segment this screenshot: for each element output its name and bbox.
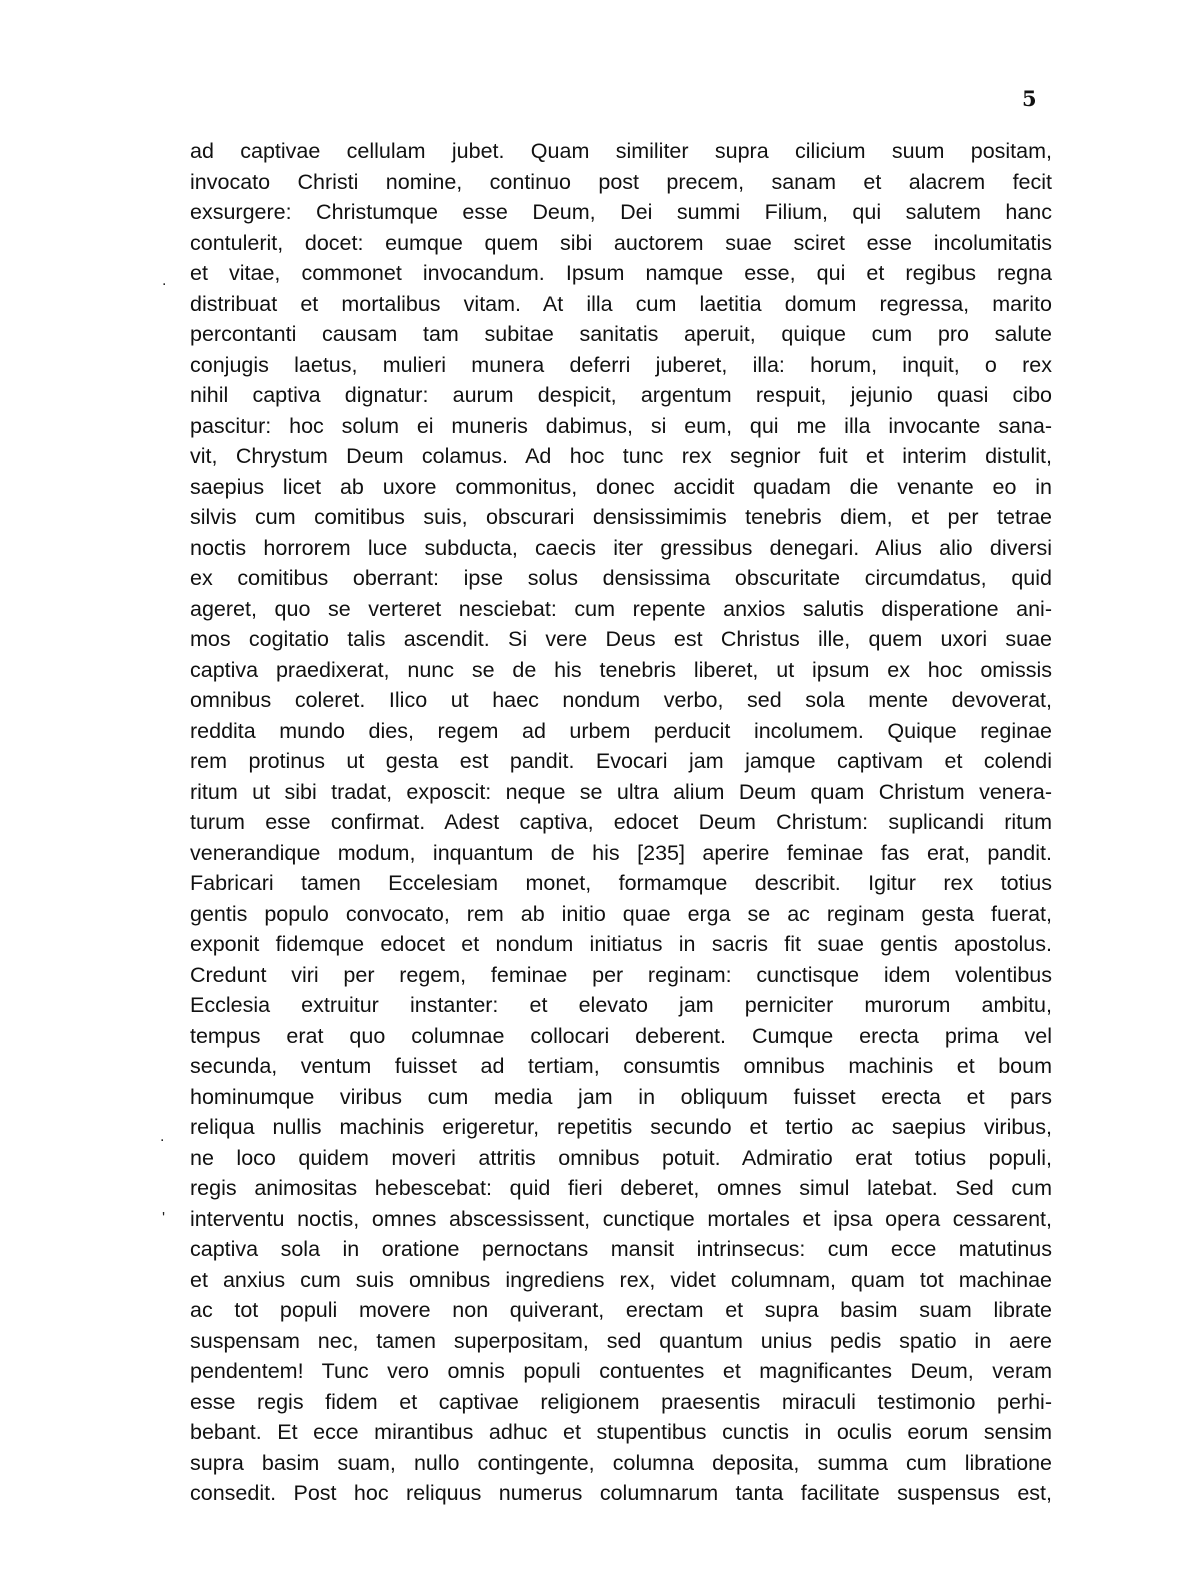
text-line: pascitur: hoc solum ei muneris dabimus, si eum, qui me illa invocante sana- — [190, 413, 1052, 438]
text-line: et vitae, commonet invocandum. Ipsum namque esse, qui et regibus regna — [190, 261, 1052, 285]
text-line: ne loco quidem moveri attritis omnibus potuit. Admiratio erat totius populi, — [190, 1145, 1052, 1170]
text-line: ritum ut sibi tradat, exposcit: neque se ultra alium Deum quam Christum venera- — [190, 779, 1052, 804]
page-number: 5 — [1022, 86, 1037, 111]
text-line: Ecclesia extruitur instanter: et elevato jam perniciter murorum ambitu, — [190, 993, 1052, 1017]
text-line: tempus erat quo columnae collocari deberent. Cumque erecta prima vel — [190, 1023, 1052, 1048]
margin-mark: . — [160, 1128, 165, 1145]
text-line: esse regis fidem et captivae religionem praesentis miraculi testimonio perhi- — [190, 1389, 1052, 1414]
text-line: ageret, quo se verteret nesciebat: cum repente anxios salutis disperatione ani- — [190, 596, 1052, 621]
text-line: vit, Chrystum Deum colamus. Ad hoc tunc rex segnior fuit et interim distulit, — [190, 444, 1052, 468]
text-line: contulerit, docet: eumque quem sibi auctorem suae sciret esse incolumitatis — [190, 230, 1052, 255]
text-line: venerandique modum, inquantum de his [235] aperire feminae fas erat, pandit. — [190, 840, 1052, 865]
text-line: regis animositas hebescebat: quid fieri deberet, omnes simul latebat. Sed cum — [190, 1176, 1052, 1200]
text-line: bebant. Et ecce mirantibus adhuc et stupentibus cunctis in oculis eorum sensim — [190, 1420, 1052, 1444]
text-line: conjugis laetus, mulieri munera deferri juberet, illa: horum, inquit, o rex — [190, 352, 1052, 377]
margin-mark: ' — [162, 1210, 166, 1227]
text-line: hominumque viribus cum media jam in obliquum fuisset erecta et pars — [190, 1084, 1052, 1109]
text-line: omnibus coleret. Ilico ut haec nondum verbo, sed sola mente devoverat, — [190, 688, 1052, 712]
text-line: nihil captiva dignatur: aurum despicit, argentum respuit, jejunio quasi cibo — [190, 383, 1052, 407]
text-line: gentis populo convocato, rem ab initio quae erga se ac reginam gesta fuerat, — [190, 901, 1052, 926]
text-line: ac tot populi movere non quiverant, erectam et supra basim suam librate — [190, 1298, 1052, 1322]
text-line: exsurgere: Christumque esse Deum, Dei summi Filium, qui salutem hanc — [190, 200, 1052, 224]
text-line: consedit. Post hoc reliquus numerus columnarum tanta facilitate suspensus est, — [190, 1481, 1052, 1505]
text-line: suspensam nec, tamen superpositam, sed quantum unius pedis spatio in aere — [190, 1328, 1052, 1353]
text-line: noctis horrorem luce subducta, caecis iter gressibus denegari. Alius alio diversi — [190, 535, 1052, 560]
text-line: et anxius cum suis omnibus ingrediens rex, videt columnam, quam tot machinae — [190, 1267, 1052, 1292]
text-line: mos cogitatio talis ascendit. Si vere Deus est Christus ille, quem uxori suae — [190, 627, 1052, 651]
text-line: silvis cum comitibus suis, obscurari densissimimis tenebris diem, et per tetrae — [190, 505, 1052, 529]
text-line: percontanti causam tam subitae sanitatis aperuit, quique cum pro salute — [190, 322, 1052, 346]
text-line: distribuat et mortalibus vitam. At illa cum laetitia domum regressa, marito — [190, 291, 1052, 316]
text-line: turum esse confirmat. Adest captiva, edocet Deum Christum: suplicandi ritum — [190, 810, 1052, 834]
body-text — [190, 136, 1052, 1509]
text-line: Fabricari tamen Eccelesiam monet, formamque describit. Igitur rex totius — [190, 871, 1052, 895]
text-line: ad captivae cellulam jubet. Quam similiter supra cilicium suum positam, — [190, 139, 1052, 163]
text-line: supra basim suam, nullo contingente, columna deposita, summa cum libratione — [190, 1450, 1052, 1475]
text-line: captiva sola in oratione pernoctans mansit intrinsecus: cum ecce matutinus — [190, 1237, 1052, 1261]
text-line: rem protinus ut gesta est pandit. Evocari jam jamque captivam et colendi — [190, 749, 1052, 773]
text-line: saepius licet ab uxore commonitus, donec accidit quadam die venante eo in — [190, 474, 1052, 499]
margin-mark: . — [162, 272, 167, 289]
text-line: invocato Christi nomine, continuo post precem, sanam et alacrem fecit — [190, 169, 1052, 194]
text-line: interventu noctis, omnes abscessissent, cunctique mortales et ipsa opera cessarent, — [190, 1206, 1052, 1231]
text-line: exponit fidemque edocet et nondum initiatus in sacris fit suae gentis apostolus. — [190, 932, 1052, 956]
text-line: captiva praedixerat, nunc se de his tenebris liberet, ut ipsum ex hoc omissis — [190, 657, 1052, 682]
text-line: secunda, ventum fuisset ad tertiam, consumtis omnibus machinis et boum — [190, 1054, 1052, 1078]
text-line: pendentem! Tunc vero omnis populi contuentes et magnificantes Deum, veram — [190, 1359, 1052, 1383]
text-line: reliqua nullis machinis erigeretur, repetitis secundo et tertio ac saepius viribus, — [190, 1115, 1052, 1139]
text-line: Credunt viri per regem, feminae per reginam: cunctisque idem volentibus — [190, 962, 1052, 987]
text-line: reddita mundo dies, regem ad urbem perducit incolumem. Quique reginae — [190, 718, 1052, 743]
text-line: ex comitibus oberrant: ipse solus densissima obscuritate circumdatus, quid — [190, 566, 1052, 590]
